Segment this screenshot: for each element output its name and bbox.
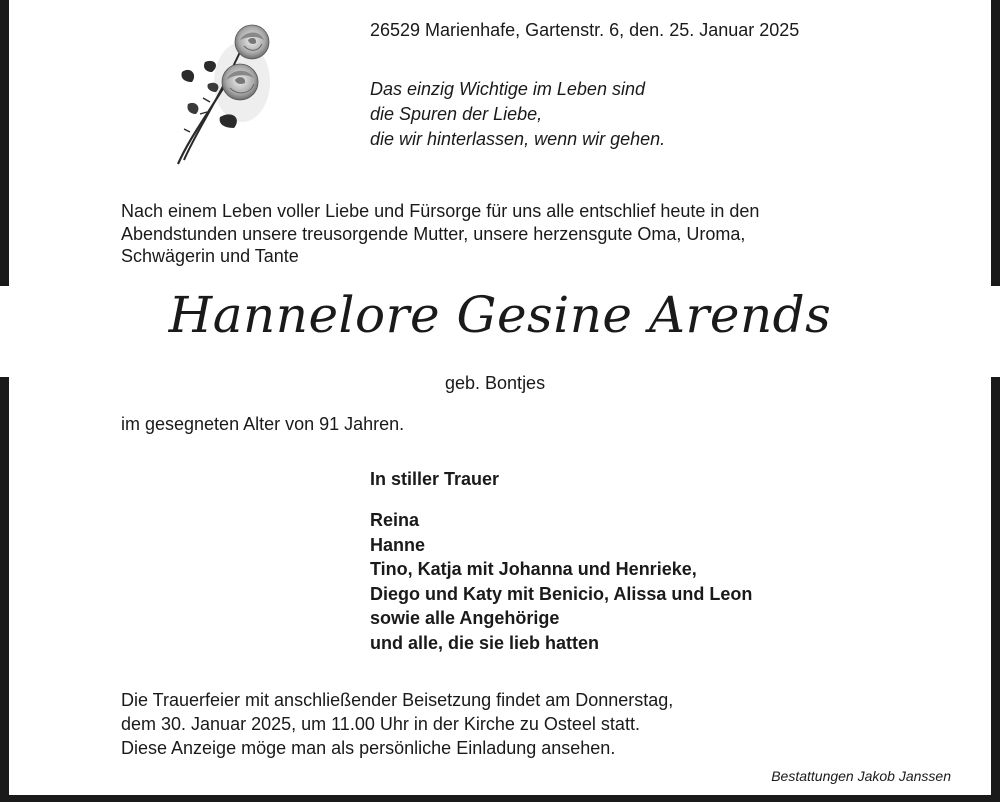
mourner-name: Reina: [370, 510, 420, 530]
funeral-line: dem 30. Januar 2025, um 11.00 Uhr in der Kirche zu Osteel statt.: [121, 714, 640, 734]
mourner-name: Tino, Katja mit Johanna und Henrieke,: [370, 559, 697, 580]
quote-line: die wir hinterlassen, wenn wir gehen.: [370, 129, 666, 149]
frame-left-top: [0, 0, 9, 286]
mourner-name: und alle, die sie lieb hatten: [370, 632, 600, 653]
undertaker-credit: Bestattungen Jakob Janssen: [771, 768, 951, 784]
rose-icon: [160, 22, 275, 172]
funeral-info: [121, 688, 673, 760]
mourning-heading: In stiller Trauer: [370, 469, 500, 489]
quote: [370, 77, 665, 152]
intro-line: Nach einem Leben voller Liebe und Fürsorge für uns alle entschlief heute in den: [121, 201, 760, 221]
mourner-name: Diego und Katy mit Benicio, Alissa und Leon: [370, 583, 753, 604]
maiden-name: geb. Bontjes: [445, 373, 546, 393]
quote-line: die Spuren der Liebe,: [370, 104, 543, 124]
frame-bottom: [0, 795, 1000, 802]
age-text: im gesegneten Alter von 91 Jahren.: [121, 414, 405, 434]
funeral-line: Die Trauerfeier mit anschließender Beisetzung findet am Donnerstag,: [121, 690, 674, 710]
mourner-name: sowie alle Angehörige: [370, 608, 560, 629]
quote-line: Das einzig Wichtige im Leben sind: [370, 79, 645, 99]
intro-line: Abendstunden unsere treusorgende Mutter, unsere herzensgute Oma, Uroma,: [121, 223, 746, 244]
intro-line: Schwägerin und Tante: [121, 246, 299, 266]
frame-right-top: [991, 0, 1000, 286]
place-date: 26529 Marienhafe, Gartenstr. 6, den. 25. Januar 2025: [370, 20, 800, 40]
frame-right-bottom: [991, 377, 1000, 802]
deceased-name: Hannelore Gesine Arends: [168, 286, 832, 344]
mourners-list: [370, 508, 752, 656]
mourner-name: Hanne: [370, 534, 426, 555]
funeral-line: Diese Anzeige möge man als persönliche Einladung ansehen.: [121, 738, 616, 758]
intro-text: [121, 200, 759, 268]
frame-left-bottom: [0, 377, 9, 802]
